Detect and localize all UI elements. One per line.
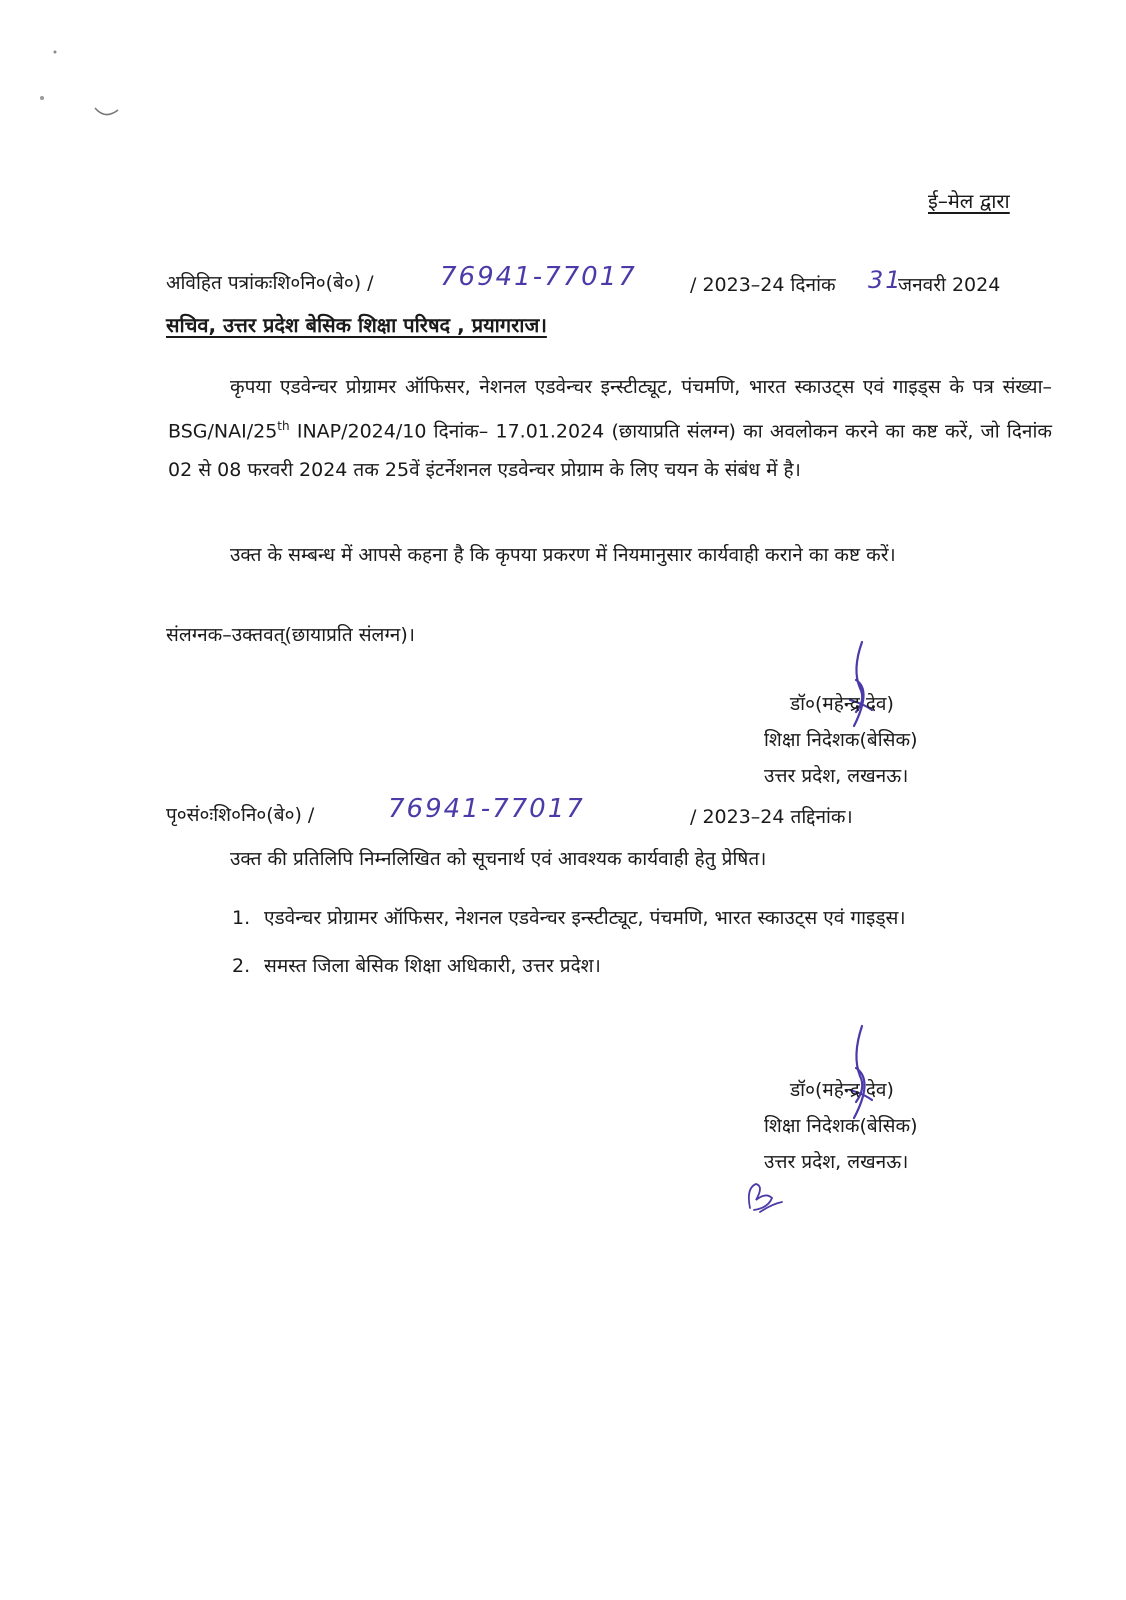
list-item-text: समस्त जिला बेसिक शिक्षा अधिकारी, उत्तर प्रदेश। (264, 955, 601, 977)
scan-specks (20, 40, 140, 140)
list-item-text: एडवेन्चर प्रोग्रामर ऑफिसर, नेशनल एडवेन्चर इन्स्टीट्यूट, पंचमणि, भारत स्काउट्स एवं गाइड्स। (264, 907, 906, 929)
handwritten-ref-number: 76941-77017 (440, 262, 637, 292)
copy-ref-session: / 2023–24 तद्दिनांक। (690, 806, 853, 828)
signature-block-2 (764, 1072, 918, 1180)
sig2-place: उत्तर प्रदेश, लखनऊ। (764, 1151, 909, 1173)
sig2-name: डॉ०(महेन्द्र देव) (790, 1079, 894, 1101)
copy-recipient-list (232, 896, 1052, 988)
handwritten-day: 31 (868, 266, 903, 294)
list-item (232, 944, 1052, 988)
by-email-label: ई–मेल द्वारा (928, 189, 1010, 213)
copy-handwritten-number: 76941-77017 (388, 794, 585, 824)
copy-ref-prefix: पृ०सं०ःशि०नि०(बे०) / (166, 804, 315, 826)
list-item-number: 2. (232, 955, 251, 977)
sig1-designation: शिक्षा निदेशक(बेसिक) (764, 729, 918, 751)
body-paragraph-1 (168, 368, 1052, 490)
copy-intro: उक्त की प्रतिलिपि निम्नलिखित को सूचनार्थ एवं आवश्यक कार्यवाही हेतु प्रेषित। (230, 848, 767, 870)
body-paragraph-2 (168, 536, 1052, 575)
ref-prefix: अविहित पत्रांकःशि०नि०(बे०) / (166, 272, 374, 294)
ref-month-year: जनवरी 2024 (898, 274, 1001, 296)
para1-superscript: th (277, 419, 290, 433)
ref-session: / 2023–24 दिनांक (690, 274, 836, 296)
signature-block-1 (764, 686, 918, 794)
addressee: सचिव, उत्तर प्रदेश बेसिक शिक्षा परिषद , प्रयागराज। (166, 313, 547, 337)
list-item-number: 1. (232, 907, 251, 929)
sig1-place: उत्तर प्रदेश, लखनऊ। (764, 765, 909, 787)
sig1-name: डॉ०(महेन्द्र देव) (790, 693, 894, 715)
list-item (232, 896, 1052, 940)
para1-rest: INAP/2024/10 दिनांक– 17.01.2024 (छायाप्रति संलग्न) का अवलोकन करने का कष्ट करें, जो दिनांक 02 से 08 फरवरी 2024 तक 25वें इंटर्नेशनल एडवेन्चर प्रोग्राम के लिए चयन के संबंध में है। (168, 420, 1052, 482)
para1-text: कृपया एडवेन्चर प्रोग्रामर ऑफिसर, नेशनल एडवेन्चर इन्स्टीट्यूट, पंचमणि, भारत स्काउट्स एवं गाइड्स के पत्र संख्या–BSG/NAI/25 (168, 376, 1052, 443)
enclosure-note: संलग्नक–उक्तवत्(छायाप्रति संलग्न)। (166, 624, 415, 646)
para2-text: उक्त के सम्बन्ध में आपसे कहना है कि कृपया प्रकरण में नियमानुसार कार्यवाही कराने का कष्ट करें। (230, 544, 896, 566)
initials-mark (742, 1178, 788, 1218)
sig2-designation: शिक्षा निदेशक(बेसिक) (764, 1115, 918, 1137)
